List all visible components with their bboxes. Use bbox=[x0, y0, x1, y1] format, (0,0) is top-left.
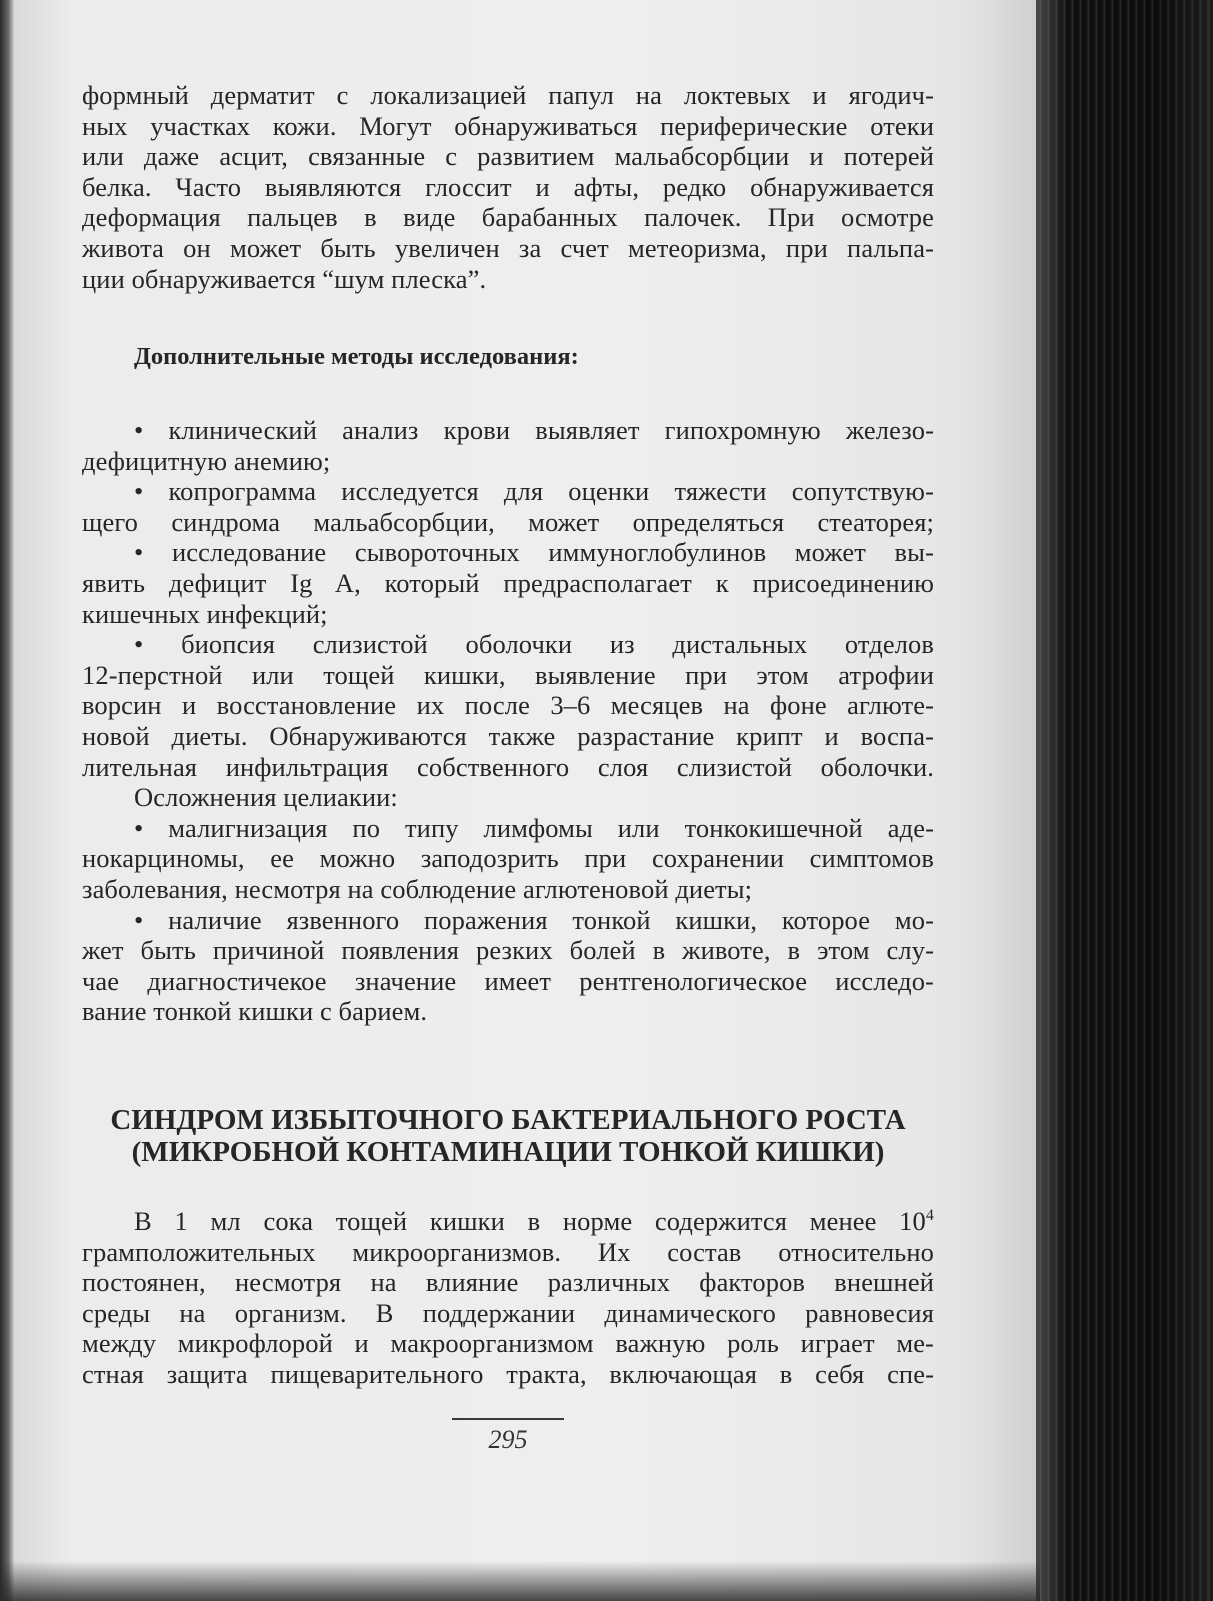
additional-methods-list bbox=[82, 415, 934, 1027]
list-item-line: 12-перстной или тощей кишки, выявление при этом атрофии bbox=[82, 659, 934, 690]
text-line: ных участках кожи. Могут обнаруживаться периферические отеки bbox=[82, 110, 934, 141]
list-item-line: • малигнизация по типу лимфомы или тонкокишечной аде- bbox=[134, 812, 934, 843]
text-line: среды на организм. В поддержании динамического равновесия bbox=[82, 1297, 934, 1328]
chapter-heading-line: СИНДРОМ ИЗБЫТОЧНОГО БАКТЕРИАЛЬНОГО РОСТА bbox=[110, 1104, 906, 1136]
text-line: деформация пальцев в виде барабанных палочек. При осмотре bbox=[82, 202, 934, 233]
list-item-line: жет быть причиной появления резких болей в животе, в этом слу- bbox=[82, 935, 934, 966]
text-line: грамположительных микроорганизмов. Их состав относительно bbox=[82, 1236, 934, 1267]
page-number: 295 bbox=[488, 1425, 528, 1454]
paragraph-skin-symptoms bbox=[82, 80, 934, 294]
list-item-line: • исследование сывороточных иммуноглобулинов может вы- bbox=[134, 537, 934, 568]
page-number-rule bbox=[452, 1418, 564, 1420]
list-item-line: • наличие язвенного поражения тонкой кишки, которое мо- bbox=[134, 904, 934, 935]
section-subheading: Дополнительные методы исследования: bbox=[134, 343, 579, 370]
list-item-line: • клинический анализ крови выявляет гипохромную железо- bbox=[134, 415, 934, 445]
text-line: постоянен, несмотря на влияние различных факторов внешней bbox=[82, 1267, 934, 1298]
list-item-line: • биопсия слизистой оболочки из дистальных отделов bbox=[134, 629, 934, 660]
text-line: или даже асцит, связанные с развитием мальабсорбции и потерей bbox=[82, 141, 934, 172]
text-line: формный дерматит с локализацией папул на локтевых и ягодич- bbox=[82, 80, 934, 110]
list-item-line: явить дефицит Ig A, который предрасполагает к присоединению bbox=[82, 567, 934, 598]
list-item-line: ворсин и восстановление их после 3–6 месяцев на фоне аглюте- bbox=[82, 690, 934, 721]
text-line: ции обнаруживается “шум плеска”. bbox=[82, 263, 487, 294]
list-item-line: кишечных инфекций; bbox=[82, 598, 328, 629]
list-item-line: лительная инфильтрация собственного слоя слизистой оболочки. bbox=[82, 751, 934, 782]
text-line: белка. Часто выявляются глоссит и афты, редко обнаруживается bbox=[82, 171, 934, 202]
list-item-line: нокарциномы, ее можно заподозрить при сохранении симптомов bbox=[82, 843, 934, 874]
page-bottom-shadow bbox=[0, 1561, 1040, 1601]
list-item-line: щего синдрома мальабсорбции, может определяться стеаторея; bbox=[82, 506, 934, 537]
chapter-heading bbox=[82, 1104, 934, 1168]
list-item-line: заболевания, несмотря на соблюдение аглютеновой диеты; bbox=[82, 873, 753, 904]
list-item-line: вание тонкой кишки с барием. bbox=[82, 996, 428, 1027]
book-spine-shading bbox=[1036, 0, 1213, 1601]
complications-label: Осложнения целиакии: bbox=[134, 782, 398, 813]
list-item-line: чае диагностичекое значение имеет рентгенологическое исследо- bbox=[82, 965, 934, 996]
page-left-edge bbox=[0, 0, 14, 1601]
chapter-heading-line: (МИКРОБНОЙ КОНТАМИНАЦИИ ТОНКОЙ КИШКИ) bbox=[131, 1136, 885, 1168]
text-line: стная защита пищеварительного тракта, включающая в себя спе- bbox=[82, 1358, 934, 1389]
superscript-exponent: 4 bbox=[925, 1207, 934, 1225]
list-item-line: • копрограмма исследуется для оценки тяжести сопутствую- bbox=[134, 476, 934, 507]
text-line bbox=[82, 1206, 934, 1237]
list-item-line: дефицитную анемию; bbox=[82, 445, 331, 476]
text-line: живота он может быть увеличен за счет метеоризма, при пальпа- bbox=[82, 232, 934, 263]
list-item-line: новой диеты. Обнаруживаются также разрастание крипт и воспа- bbox=[82, 720, 934, 751]
text-line-content: В 1 мл сока тощей кишки в норме содержится менее 10 bbox=[134, 1206, 926, 1236]
paragraph-bacterial-overgrowth bbox=[82, 1206, 934, 1390]
text-line: между микрофлорой и макроорганизмом важную роль играет ме- bbox=[82, 1328, 934, 1359]
